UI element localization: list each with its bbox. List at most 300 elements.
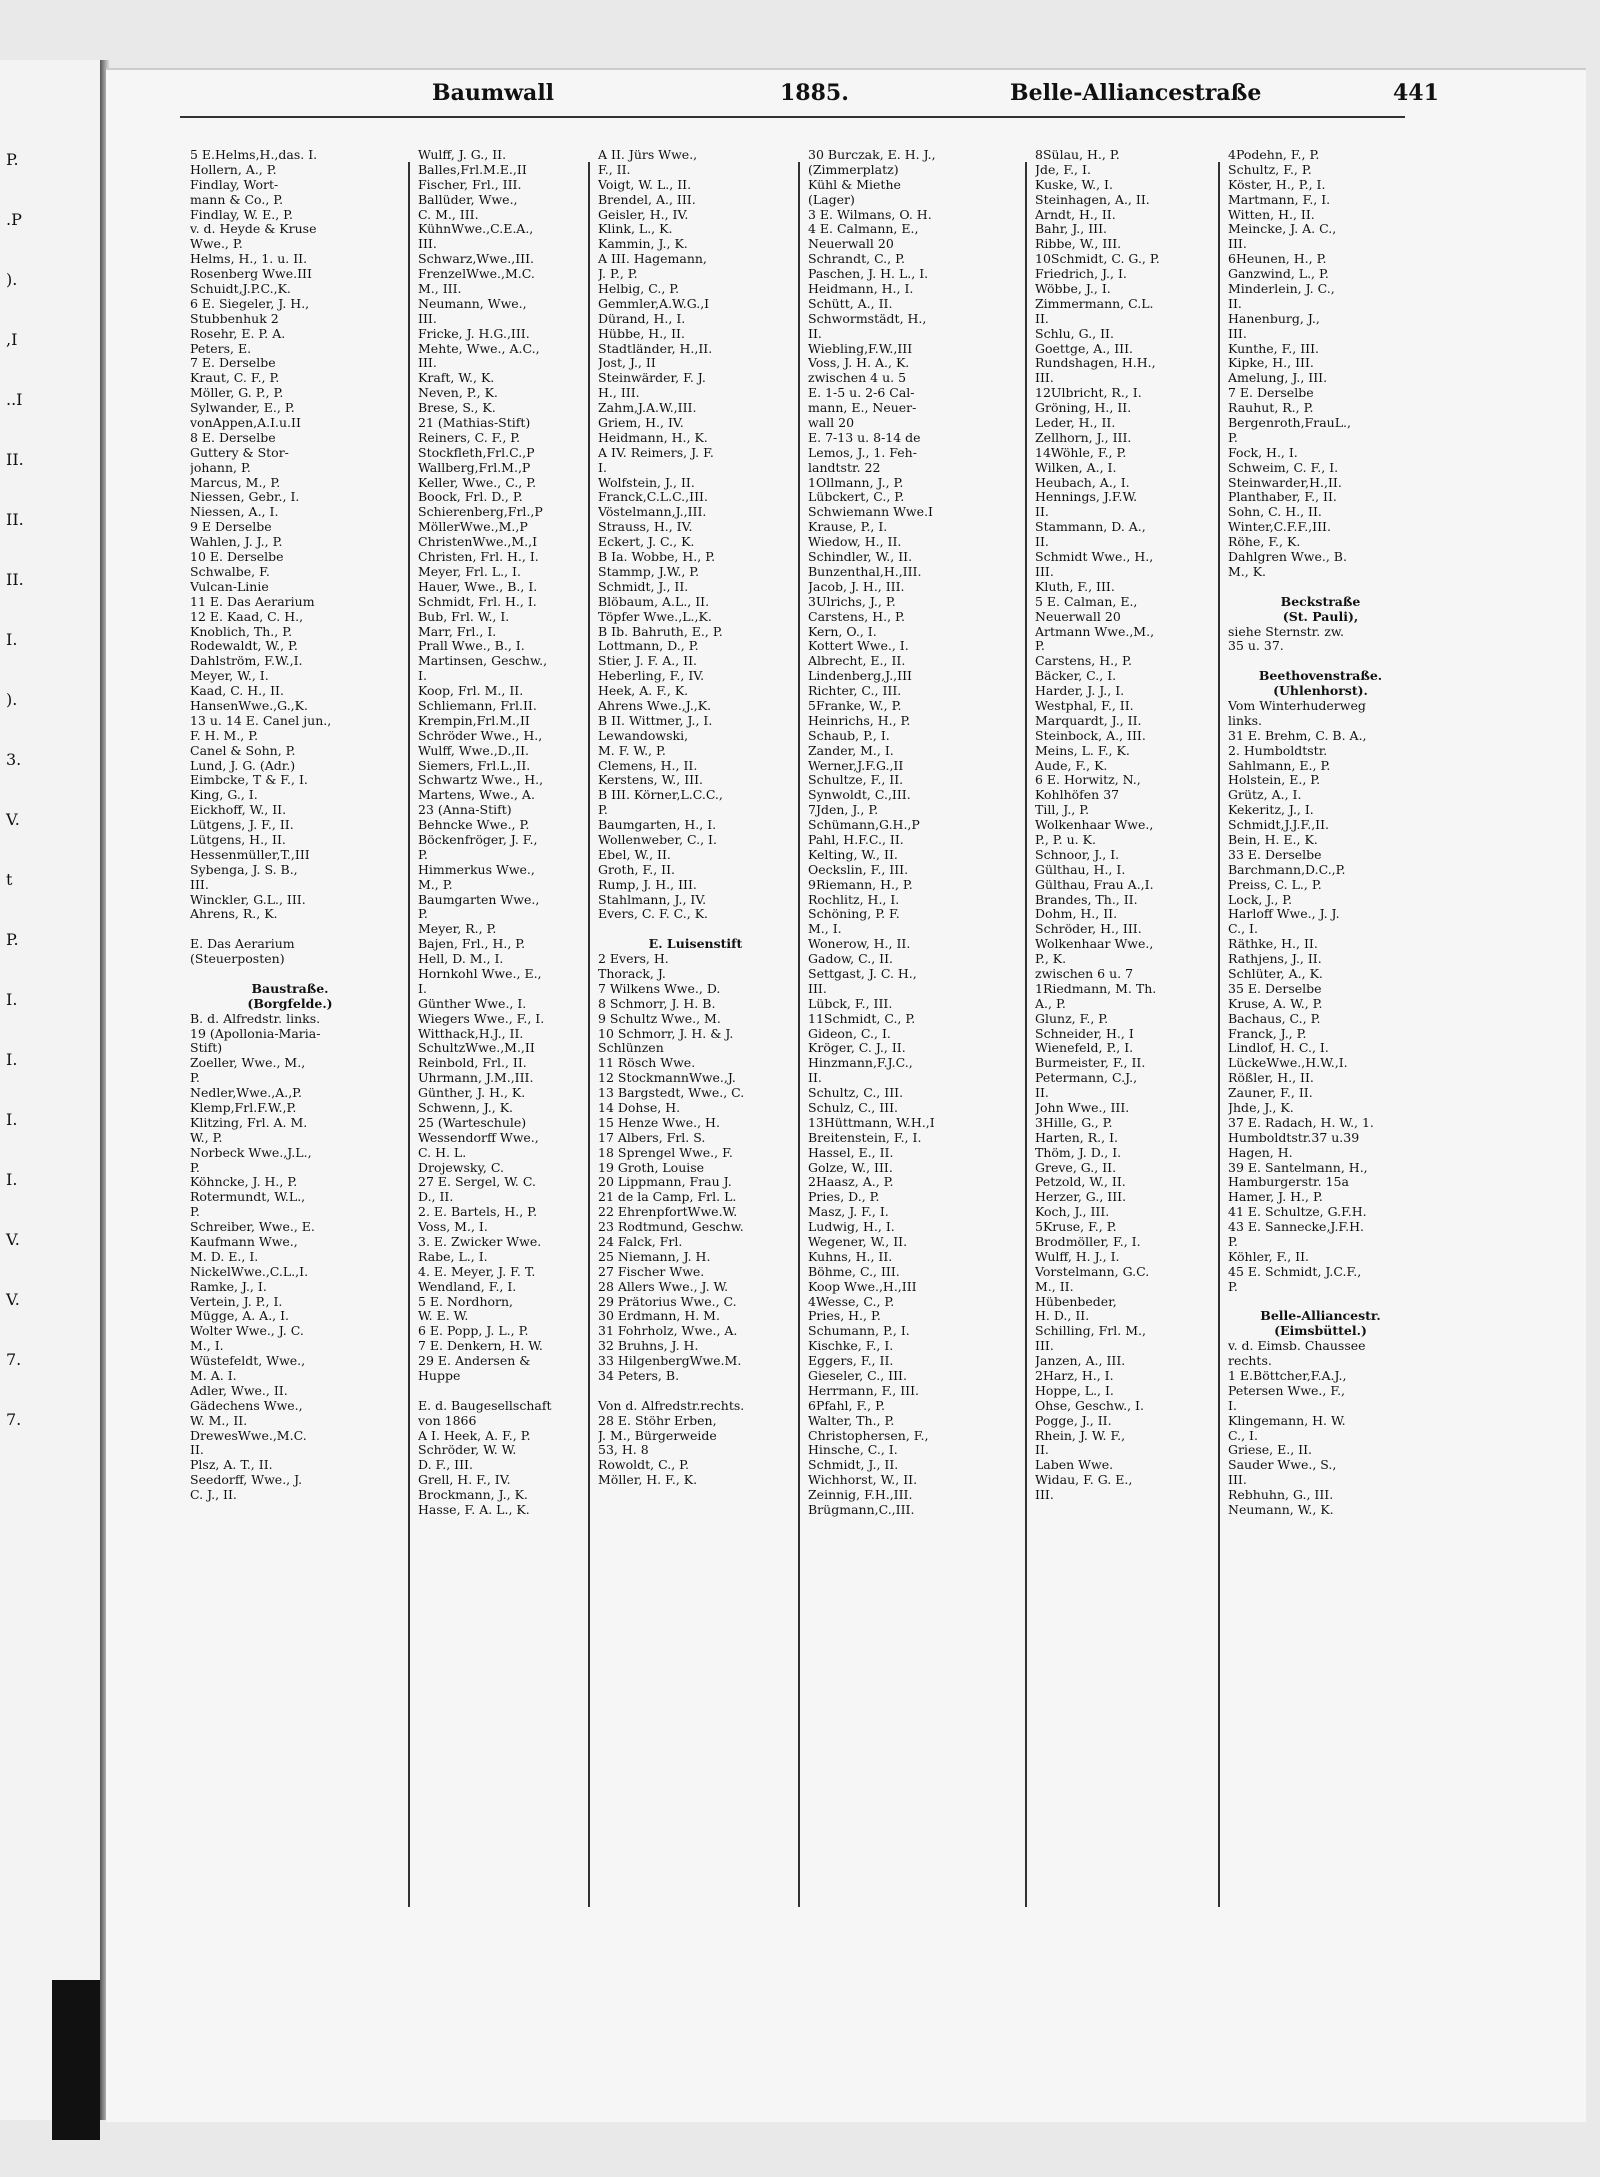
directory-entry: Schaub, P., I. [808, 727, 890, 743]
directory-entry: Kluth, F., III. [1035, 578, 1115, 594]
directory-entry: III. [418, 236, 437, 252]
directory-entry: Wollenweber, C., I. [598, 831, 717, 847]
directory-entry: 3Ulrichs, J., P. [808, 593, 896, 609]
directory-entry: Lottmann, D., P. [598, 638, 699, 654]
directory-entry: Heek, A. F., K. [598, 683, 689, 699]
directory-entry: 41 E. Schultze, G.F.H. [1228, 1204, 1367, 1220]
directory-entry: I. [418, 980, 427, 996]
directory-entry: 10 Schmorr, J. H. & J. [598, 1025, 734, 1041]
directory-entry [418, 1384, 593, 1399]
directory-entry: Gülthau, Frau A.,I. [1035, 876, 1154, 892]
directory-entry: 15 Henze Wwe., H. [598, 1114, 720, 1130]
directory-entry: 4Wesse, C., P. [808, 1293, 895, 1309]
directory-entry: Rauhut, R., P. [1228, 400, 1314, 416]
directory-entry: Himmerkus Wwe., [418, 861, 535, 877]
directory-entry: Groth, F., II. [598, 861, 676, 877]
directory-entry: P. [1228, 1234, 1238, 1250]
directory-entry: II. [1035, 534, 1049, 550]
directory-entry: P. [1035, 638, 1045, 654]
directory-entry: Wilken, A., I. [1035, 459, 1117, 475]
directory-entry: Klemp,Frl.F.W.,P. [190, 1100, 297, 1115]
directory-entry: Heberling, F., IV. [598, 668, 705, 684]
directory-entry: Schmidt, J., II. [598, 578, 689, 594]
directory-entry: C. J., II. [190, 1487, 237, 1503]
directory-entry: III. [1228, 236, 1247, 252]
directory-entry: Canel & Sohn, P. [190, 742, 296, 758]
directory-entry: Rochlitz, H., I. [808, 891, 900, 907]
directory-entry: Schultz, F., P. [1228, 161, 1312, 177]
directory-entry: Bäcker, C., I. [1035, 668, 1117, 684]
directory-entry: Ramke, J., I. [190, 1278, 267, 1294]
directory-entry: 45 E. Schmidt, J.C.F., [1228, 1263, 1362, 1279]
directory-entry: Schwenn, J., K. [418, 1100, 514, 1115]
directory-entry: 11 Rösch Wwe. [598, 1055, 696, 1071]
column-rule [798, 162, 800, 1907]
directory-entry: 2 Evers, H. [598, 951, 669, 967]
directory-entry: Baustraße. [251, 980, 329, 996]
directory-entry: 33 E. Derselbe [1228, 846, 1322, 862]
directory-entry: W., P. [190, 1129, 223, 1145]
directory-entry: (Lager) [808, 191, 855, 207]
directory-entry: Fricke, J. H.G.,III. [418, 325, 530, 341]
directory-entry: Röhe, F., K. [1228, 534, 1301, 550]
directory-entry: Kern, O., I. [808, 623, 877, 639]
directory-entry: Rathjens, J., II. [1228, 951, 1322, 967]
directory-entry: Fischer, Frl., III. [418, 176, 522, 192]
directory-entry: 31 Fohrholz, Wwe., A. [598, 1323, 738, 1339]
directory-entry: Brandes, Th., II. [1035, 891, 1138, 907]
directory-entry: Jhde, J., K. [1228, 1100, 1294, 1115]
directory-entry: Fock, H., I. [1228, 444, 1298, 460]
directory-entry: Masz, J. F., I. [808, 1204, 889, 1220]
directory-entry: Kraft, W., K. [418, 370, 495, 386]
directory-entry: Kuhns, H., II. [808, 1248, 893, 1264]
directory-entry: 4Podehn, F., P. [1228, 148, 1320, 162]
directory-entry: Gröning, H., II. [1035, 400, 1132, 416]
directory-entry: B II. Wittmer, J., I. [598, 712, 713, 728]
directory-entry: Köhncke, J. H., P. [190, 1174, 298, 1190]
directory-entry: LückeWwe.,H.W.,I. [1228, 1055, 1348, 1071]
directory-entry: Böckenfröger, J. F., [418, 831, 538, 847]
directory-column-1 [190, 148, 390, 1928]
directory-entry: 28 Allers Wwe., J. W. [598, 1278, 729, 1294]
directory-entry: Dahlgren Wwe., B. [1228, 549, 1347, 565]
directory-entry: Wiedow, H., II. [808, 534, 902, 550]
directory-entry: Schneider, H., I [1035, 1025, 1134, 1041]
directory-entry: Lübckert, C., P. [808, 489, 905, 505]
spine-fragment: I. [6, 1170, 18, 1189]
directory-entry: P. [1228, 1278, 1238, 1294]
directory-entry: D. F., III. [418, 1457, 473, 1473]
directory-entry: Wulff, J. G., II. [418, 148, 507, 162]
directory-entry: Aude, F., K. [1035, 757, 1108, 773]
directory-column-3 [598, 148, 793, 1928]
directory-entry: Wöbbe, J., I. [1035, 281, 1111, 297]
directory-entry [190, 967, 390, 982]
directory-entry: Drojewsky, C. [418, 1159, 504, 1175]
directory-entry: Wolkenhaar Wwe., [1035, 936, 1154, 952]
header-year: 1885. [780, 80, 849, 106]
spine-fragment: ). [6, 270, 18, 289]
directory-entry: Seedorff, Wwe., J. [190, 1472, 303, 1488]
directory-entry: MöllerWwe.,M.,P [418, 519, 528, 535]
directory-entry: Wessendorff Wwe., [418, 1129, 539, 1145]
directory-entry: Lindlof, H. C., I. [1228, 1040, 1329, 1056]
directory-entry: Carstens, H., P. [1035, 653, 1132, 669]
directory-entry: Brodmöller, F., I. [1035, 1234, 1141, 1250]
directory-entry: H. D., II. [1035, 1308, 1090, 1324]
spine-fragment: V. [6, 1230, 20, 1249]
directory-entry: Bahr, J., III. [1035, 221, 1107, 237]
directory-entry: ChristenWwe.,M.,I [418, 534, 538, 550]
directory-entry: Ohse, Geschw., I. [1035, 1397, 1144, 1413]
directory-entry: Meincke, J. A. C., [1228, 221, 1337, 237]
directory-entry: Huppe [418, 1368, 461, 1384]
directory-entry: Hamburgerstr. 15a [1228, 1174, 1349, 1190]
directory-entry: Bachaus, C., P. [1228, 1010, 1321, 1026]
directory-entry: 2. E. Bartels, H., P. [418, 1204, 538, 1220]
directory-entry: 22 EhrenpfortWwe.W. [598, 1204, 738, 1220]
directory-entry: Zoeller, Wwe., M., [190, 1055, 306, 1071]
directory-entry: III. [1035, 1487, 1054, 1503]
directory-entry: Schierenberg,Frl.,P [418, 504, 543, 520]
directory-entry: Möller, H. F., K. [598, 1472, 698, 1488]
directory-entry: Planthaber, F., II. [1228, 489, 1337, 505]
directory-entry: M. F. W., P. [598, 742, 666, 758]
directory-entry: Steinwarder,H.,II. [1228, 474, 1342, 490]
directory-entry: 8 Schmorr, J. H. B. [598, 995, 716, 1011]
directory-entry: 30 Erdmann, H. M. [598, 1308, 720, 1324]
directory-entry: E. Das Aerarium [190, 936, 295, 952]
directory-entry: (Borgfelde.) [247, 995, 333, 1011]
directory-entry: Martens, Wwe., A. [418, 787, 535, 803]
directory-entry: landtstr. 22 [808, 459, 881, 475]
directory-entry: Von d. Alfredstr.rechts. [598, 1397, 745, 1413]
directory-entry: Brese, S., K. [418, 400, 496, 416]
directory-entry: Settgast, J. C. H., [808, 965, 917, 981]
directory-entry: Petersen Wwe., F., [1228, 1382, 1346, 1398]
directory-entry: Westphal, F., II. [1035, 697, 1134, 713]
directory-entry: Klingemann, H. W. [1228, 1412, 1346, 1428]
directory-entry: Rosenberg Wwe.III [190, 266, 312, 282]
directory-entry: Jacob, J. H., III. [808, 578, 905, 594]
directory-entry: II. [1035, 504, 1049, 520]
directory-entry: Kröger, C. J., II. [808, 1040, 906, 1056]
directory-entry: Friedrich, J., I. [1035, 266, 1127, 282]
directory-entry: 14 Dohse, H. [598, 1100, 681, 1115]
spine-fragment: ..I [6, 390, 23, 409]
directory-entry: 2Haasz, A., P. [808, 1174, 894, 1190]
directory-entry: Voss, J. H. A., K. [808, 355, 910, 371]
spine-fragment: .P [6, 210, 22, 229]
directory-entry: Rabe, L., I. [418, 1248, 488, 1264]
directory-entry: 6 E. Popp, J. L., P. [418, 1323, 529, 1339]
directory-entry: Räthke, H., II. [1228, 936, 1318, 952]
directory-entry: Zander, M., I. [808, 742, 894, 758]
directory-entry: Brügmann,C.,III. [808, 1502, 915, 1518]
directory-entry: 8Sülau, H., P. [1035, 148, 1120, 162]
directory-entry: 5Kruse, F., P. [1035, 1219, 1117, 1235]
directory-entry: A III. Hagemann, [598, 251, 707, 267]
directory-entry: 37 E. Radach, H. W., 1. [1228, 1114, 1374, 1130]
directory-entry: Stier, J. F. A., II. [598, 653, 697, 669]
directory-entry: P. [190, 1070, 200, 1086]
directory-entry: Dahlström, F.W.,I. [190, 653, 303, 669]
directory-entry: Synwoldt, C.,III. [808, 787, 911, 803]
directory-entry: Humboldtstr.37 u.39 [1228, 1129, 1360, 1145]
directory-entry: (Steuerposten) [190, 951, 285, 967]
directory-entry: Barchmann,D.C.,P. [1228, 861, 1346, 877]
directory-entry: 34 Peters, B. [598, 1368, 680, 1384]
directory-entry: F., II. [598, 161, 631, 177]
directory-entry: Klink, L., K. [598, 221, 673, 237]
spine-fragment: ,I [6, 330, 18, 349]
directory-entry: Kischke, F., I. [808, 1338, 894, 1354]
directory-entry: Steinhagen, A., II. [1035, 191, 1150, 207]
directory-entry: Gülthau, H., I. [1035, 861, 1126, 877]
directory-entry: 7 Wilkens Wwe., D. [598, 980, 721, 996]
directory-entry: M., P. [418, 876, 453, 892]
directory-entry [190, 922, 390, 937]
column-rule [588, 162, 590, 1907]
directory-entry: II. [1228, 295, 1242, 311]
directory-entry: Schlünzen [598, 1040, 664, 1056]
directory-entry: Plsz, A. T., II. [190, 1457, 273, 1473]
directory-entry: Kekeritz, J., I. [1228, 802, 1314, 818]
directory-entry: 3Hille, G., P. [1035, 1114, 1113, 1130]
directory-entry: Schümann,G.H.,P [808, 817, 920, 833]
directory-entry: 3 E. Wilmans, O. H. [808, 206, 932, 222]
directory-entry: Voigt, W. L., II. [598, 176, 692, 192]
directory-entry: Glunz, F., P. [1035, 1010, 1109, 1026]
directory-entry: Harder, J. J., I. [1035, 683, 1125, 699]
directory-entry: 9 Schultz Wwe., M. [598, 1010, 721, 1026]
directory-entry: Oeckslin, F., III. [808, 861, 909, 877]
spine-fragment: I. [6, 1110, 18, 1129]
directory-entry: Leder, H., II. [1035, 415, 1116, 431]
directory-entry: II. [808, 1070, 822, 1086]
directory-entry: Wonerow, H., II. [808, 936, 911, 952]
directory-entry: Zeinnig, F.H.,III. [808, 1487, 913, 1503]
directory-entry: III. [418, 310, 437, 326]
directory-entry: Ballüder, Wwe., [418, 191, 518, 207]
spine-fragment: 3. [6, 750, 22, 769]
directory-entry [1228, 1295, 1413, 1310]
directory-entry: Rump, J. H., III. [598, 876, 697, 892]
spine-fragment: t [6, 870, 13, 889]
directory-entry: C., I. [1228, 1427, 1258, 1443]
directory-entry: Preiss, C. L., P. [1228, 876, 1322, 892]
directory-entry: Hauer, Wwe., B., I. [418, 578, 538, 594]
directory-entry: Schultz, C., III. [808, 1085, 904, 1101]
directory-entry: HansenWwe.,G.,K. [190, 697, 308, 713]
directory-entry: 33 HilgenbergWwe.M. [598, 1353, 742, 1369]
directory-entry: Günther Wwe., I. [418, 995, 527, 1011]
directory-entry: III. [418, 355, 437, 371]
directory-entry: KühnWwe.,C.E.A., [418, 221, 534, 237]
directory-entry: Kuske, W., I. [1035, 176, 1113, 192]
directory-entry: Gädechens Wwe., [190, 1397, 303, 1413]
directory-entry: Hessenmüller,T.,III [190, 846, 310, 862]
directory-entry: Sybenga, J. S. B., [190, 861, 298, 877]
directory-entry: 2Harz, H., I. [1035, 1368, 1114, 1384]
directory-entry: Griese, E., II. [1228, 1442, 1313, 1458]
directory-entry: NickelWwe.,C.L.,I. [190, 1263, 309, 1279]
directory-entry: II. [1035, 1442, 1049, 1458]
directory-entry: 1 E.Böttcher,F.A.J., [1228, 1368, 1347, 1384]
directory-entry: P. [190, 1159, 200, 1175]
directory-entry: Rundshagen, H.H., [1035, 355, 1156, 371]
directory-entry: Guttery & Stor- [190, 444, 289, 460]
directory-entry: Christen, Frl. H., I. [418, 549, 539, 565]
directory-entry: Hinsche, C., I. [808, 1442, 898, 1458]
directory-entry: Köhler, F., II. [1228, 1248, 1310, 1264]
directory-entry: Eickhoff, W., II. [190, 802, 287, 818]
directory-entry: M., K. [1228, 563, 1267, 579]
directory-entry: Wulff, H. J., I. [1035, 1248, 1120, 1264]
directory-entry: Witthack,H.J., II. [418, 1025, 524, 1041]
directory-entry: Blöbaum, A.L., II. [598, 593, 710, 609]
directory-entry: Hasse, F. A. L., K. [418, 1502, 530, 1518]
directory-entry: W. M., II. [190, 1412, 248, 1428]
directory-entry: Burmeister, F., II. [1035, 1055, 1146, 1071]
directory-entry: E. d. Baugesellschaft [418, 1397, 552, 1413]
directory-entry: Schweim, C. F., I. [1228, 459, 1339, 475]
directory-entry: Heidmann, H., I. [808, 281, 914, 297]
directory-entry: 9Riemann, H., P. [808, 876, 913, 892]
directory-entry [598, 922, 793, 937]
directory-entry: Krempin,Frl.M.,II [418, 712, 530, 728]
directory-entry: Stadtländer, H.,II. [598, 340, 713, 356]
directory-entry: Niessen, Gebr., I. [190, 489, 300, 505]
directory-entry: Heinrichs, H., P. [808, 712, 911, 728]
directory-entry: Stift) [190, 1040, 223, 1056]
directory-entry: 25 Niemann, J. H. [598, 1248, 711, 1264]
directory-entry: Grell, H. F., IV. [418, 1472, 511, 1488]
directory-entry: DrewesWwe.,M.C. [190, 1427, 307, 1443]
directory-entry: Schwormstädt, H., [808, 310, 927, 326]
directory-entry: v. d. Eimsb. Chaussee [1228, 1338, 1366, 1354]
directory-entry: Voss, M., I. [418, 1219, 488, 1235]
directory-entry: H., III. [598, 385, 640, 401]
directory-entry: wall 20 [808, 415, 855, 431]
directory-entry: Schuidt,J.P.C.,K. [190, 281, 291, 297]
directory-entry: Rotermundt, W.L., [190, 1189, 306, 1205]
directory-entry: C., I. [1228, 921, 1258, 937]
directory-entry: 1Riedmann, M. Th. [1035, 980, 1157, 996]
directory-entry: Pries, D., P. [808, 1189, 880, 1205]
directory-entry: 11 E. Das Aerarium [190, 593, 315, 609]
directory-entry: SchultzWwe.,M.,II [418, 1040, 535, 1056]
directory-entry: 21 de la Camp, Frl. L. [598, 1189, 737, 1205]
directory-entry: Schröder, H., III. [1035, 921, 1142, 937]
directory-entry: 23 (Anna-Stift) [418, 802, 512, 818]
directory-entry: P. [1228, 429, 1238, 445]
directory-entry: Wolfstein, J., II. [598, 474, 695, 490]
directory-entry: Neuerwall 20 [808, 236, 894, 252]
directory-entry: Wendland, F., I. [418, 1278, 517, 1294]
directory-entry: Stubbenhuk 2 [190, 310, 279, 326]
directory-entry: P. [190, 1204, 200, 1220]
directory-entry: Peters, E. [190, 340, 252, 356]
directory-entry: Schreiber, Wwe., E. [190, 1219, 315, 1235]
directory-entry: 35 u. 37. [1228, 638, 1284, 654]
directory-entry: II. [808, 325, 822, 341]
directory-entry: Stahlmann, J., IV. [598, 891, 707, 907]
directory-entry: Schwartz Wwe., H., [418, 772, 544, 788]
directory-entry: Reiners, C. F., P. [418, 429, 521, 445]
header-right-street: Belle-Alliancestraße [1010, 80, 1262, 106]
directory-entry: Dohm, H., II. [1035, 906, 1118, 922]
directory-entry: Harten, R., I. [1035, 1129, 1118, 1145]
directory-entry: 6Heunen, H., P. [1228, 251, 1327, 267]
directory-entry: Behncke Wwe., P. [418, 817, 530, 833]
directory-entry: Rößler, H., II. [1228, 1070, 1314, 1086]
directory-entry: v. d. Heyde & Kruse [190, 221, 317, 237]
directory-entry: Schlüter, A., K. [1228, 965, 1323, 981]
directory-entry: B Ib. Bahruth, E., P. [598, 623, 723, 639]
directory-entry: Clemens, H., II. [598, 757, 698, 773]
directory-entry: 7Jden, J., P. [808, 802, 879, 818]
spine-fragment: ). [6, 690, 18, 709]
directory-entry: Schnoor, J., I. [1035, 846, 1120, 862]
directory-entry: Belle-Alliancestr. [1260, 1308, 1381, 1324]
directory-entry: Schilling, Frl. M., [1035, 1323, 1146, 1339]
directory-entry: M., I. [190, 1338, 224, 1354]
directory-entry: Ebel, W., II. [598, 846, 671, 862]
directory-entry: Vom Winterhuderweg [1228, 697, 1366, 713]
directory-entry: Kelting, W., II. [808, 846, 898, 862]
directory-entry: Bub, Frl. W., I. [418, 608, 510, 624]
directory-entry: zwischen 4 u. 5 [808, 370, 907, 386]
directory-entry: Schwiemann Wwe.I [808, 504, 933, 520]
directory-entry: Hollern, A., P. [190, 161, 277, 177]
directory-entry: Brockmann, J., K. [418, 1487, 528, 1503]
directory-entry: Hübbe, H., II. [598, 325, 685, 341]
directory-entry: B. d. Alfredstr. links. [190, 1010, 321, 1026]
directory-entry: Krause, P., I. [808, 519, 888, 535]
directory-entry: Klitzing, Frl. A. M. [190, 1114, 308, 1130]
directory-entry: Lewandowski, [598, 727, 689, 743]
spine-fragment: P. [6, 930, 19, 949]
directory-entry: Rhein, J. W. F., [1035, 1427, 1126, 1443]
column-rule [1218, 162, 1220, 1907]
directory-entry: II. [1035, 310, 1049, 326]
directory-entry: Helbig, C., P. [598, 281, 680, 297]
directory-entry: Schmidt Wwe., H., [1035, 549, 1154, 565]
directory-entry: Ribbe, W., III. [1035, 236, 1122, 252]
directory-entry: Koop, Frl. M., II. [418, 683, 524, 699]
directory-entry: 10 E. Derselbe [190, 549, 284, 565]
directory-entry: Artmann Wwe.,M., [1035, 623, 1155, 639]
directory-entry: Lemos, J., 1. Feh- [808, 444, 917, 460]
directory-entry: Meyer, W., I. [190, 668, 269, 684]
directory-entry: Marquardt, J., II. [1035, 712, 1142, 728]
directory-entry: 13 u. 14 E. Canel jun., [190, 712, 332, 728]
directory-entry: Koch, J., III. [1035, 1204, 1110, 1220]
directory-entry: Siemers, Frl.L.,II. [418, 757, 531, 773]
directory-entry: 24 Falck, Frl. [598, 1234, 683, 1250]
directory-entry: Kerstens, W., III. [598, 772, 703, 788]
directory-entry: Lübck, F., III. [808, 995, 893, 1011]
directory-entry: Neuerwall 20 [1035, 608, 1121, 624]
directory-entry: Wiegers Wwe., F., I. [418, 1010, 545, 1026]
directory-entry: Böhme, C., III. [808, 1263, 900, 1279]
directory-entry: 5 E.Helms,H.,das. I. [190, 148, 318, 162]
directory-entry: Meyer, Frl. L., I. [418, 563, 521, 579]
directory-entry: Ludwig, H., I. [808, 1219, 895, 1235]
directory-entry: Nedler,Wwe.,A.,P. [190, 1085, 303, 1101]
